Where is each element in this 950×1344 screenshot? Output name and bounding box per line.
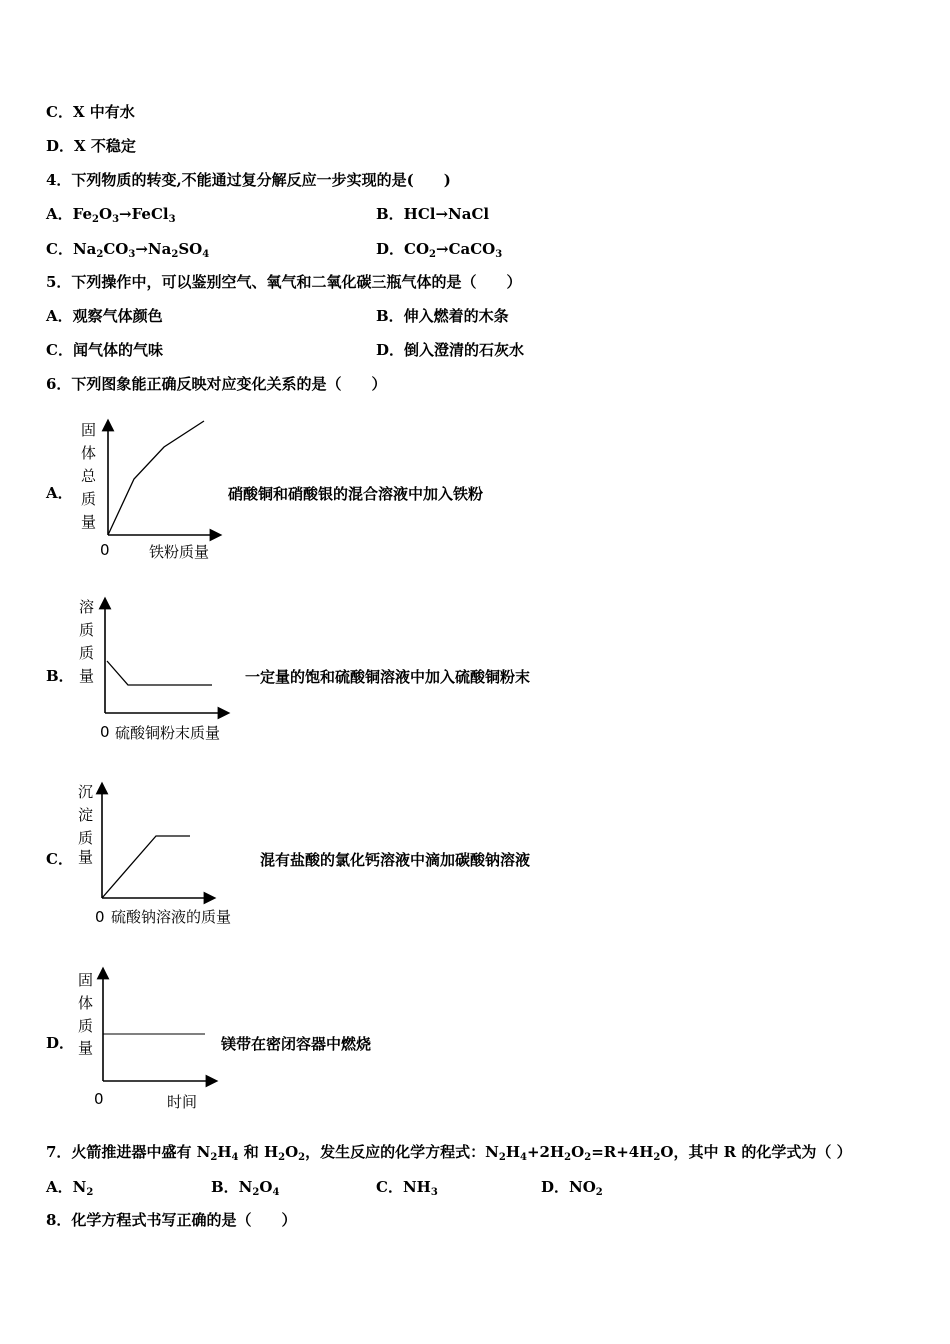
q7-stem: 7．火箭推进器中盛有 $N_2H_4$ 和 $H_2O_2$，发生反应的化学方程式：$N_2H_4+2H_2O_2=R+4H_2O$，其中 R 的化学式为（ ） <box>46 1143 852 1163</box>
x-axis-label: 时间 <box>167 1093 198 1111</box>
q5-option-b: B．伸入燃着的木条 <box>376 307 509 325</box>
q6-option-b-desc: 一定量的饱和硫酸铜溶液中加入硫酸铜粉末 <box>245 668 531 686</box>
q6-stem: 6．下列图象能正确反映对应变化关系的是（ ） <box>46 375 387 393</box>
q6-option-d-letter: D． <box>46 1034 75 1052</box>
curve <box>108 421 204 535</box>
q6-option-d-desc: 镁带在密闭容器中燃烧 <box>221 1035 372 1053</box>
origin-label: 0 <box>100 541 110 559</box>
curve <box>107 661 212 685</box>
y-label-char: 固 <box>78 971 94 989</box>
y-label-char: 量 <box>78 848 94 866</box>
y-label-char: 淀 <box>78 806 94 824</box>
q7-option-a: A．$N_2$ <box>46 1178 94 1198</box>
q5-option-d: D．倒入澄清的石灰水 <box>376 341 525 359</box>
curve <box>102 836 190 898</box>
y-label-char: 量 <box>78 1039 94 1057</box>
y-label-char: 质 <box>79 644 95 662</box>
q6-option-d-graph <box>74 965 224 1115</box>
y-label-char: 量 <box>79 667 95 685</box>
q7-option-c: C．$NH_3$ <box>376 1178 438 1198</box>
y-label-char: 量 <box>81 513 97 531</box>
q4-stem: 4．下列物质的转变,不能通过复分解反应一步实现的是( ) <box>46 171 451 189</box>
q6-option-a-desc: 硝酸铜和硝酸银的混合溶液中加入铁粉 <box>228 485 484 503</box>
q7-option-d: D．$NO_2$ <box>541 1178 603 1198</box>
y-label-char: 沉 <box>78 783 94 801</box>
q3-option-c: C．X 中有水 <box>46 103 135 121</box>
y-label-char: 总 <box>81 467 97 485</box>
y-label-char: 质 <box>81 490 97 508</box>
x-axis-label: 硫酸铜粉末质量 <box>115 724 221 742</box>
q4-option-c: C．$Na_2CO_3\to Na_2SO_4$ <box>46 240 210 260</box>
q7-option-b: B．$N_2O_4$ <box>211 1178 280 1198</box>
origin-label: 0 <box>95 908 105 926</box>
origin-label: 0 <box>100 723 110 741</box>
y-label-char: 质 <box>78 829 94 847</box>
x-axis-label: 铁粉质量 <box>149 543 210 561</box>
q4-option-a: A．$Fe_2O_3\to FeCl_3$ <box>46 205 176 225</box>
q4-option-d: D．$CO_2\to CaCO_3$ <box>376 240 503 260</box>
q6-option-c-letter: C． <box>46 850 73 868</box>
q6-option-c-graph <box>74 780 264 930</box>
q4-option-b: B．HCl→NaCl <box>376 205 490 223</box>
q6-option-c-desc: 混有盐酸的氯化钙溶液中滴加碳酸钠溶液 <box>260 851 531 869</box>
q5-stem: 5．下列操作中，可以鉴别空气、氧气和二氧化碳三瓶气体的是（ ） <box>46 273 522 291</box>
q5-option-a: A．观察气体颜色 <box>46 307 163 325</box>
q3-option-d: D．X 不稳定 <box>46 137 136 155</box>
q5-option-c: C．闻气体的气味 <box>46 341 163 359</box>
y-label-char: 体 <box>81 444 97 462</box>
q8-stem: 8．化学方程式书写正确的是（ ） <box>46 1211 297 1229</box>
q6-option-b-graph <box>74 595 254 745</box>
y-label-char: 体 <box>78 994 94 1012</box>
origin-label: 0 <box>94 1090 104 1108</box>
y-label-char: 溶 <box>79 598 95 616</box>
q6-option-b-letter: B． <box>46 667 74 685</box>
q6-option-a-graph <box>74 415 224 565</box>
q6-option-a-letter: A． <box>46 484 73 502</box>
y-label-char: 固 <box>81 421 97 439</box>
x-axis-label: 硫酸钠溶液的质量 <box>111 908 232 926</box>
y-label-char: 质 <box>78 1017 94 1035</box>
y-label-char: 质 <box>79 621 95 639</box>
